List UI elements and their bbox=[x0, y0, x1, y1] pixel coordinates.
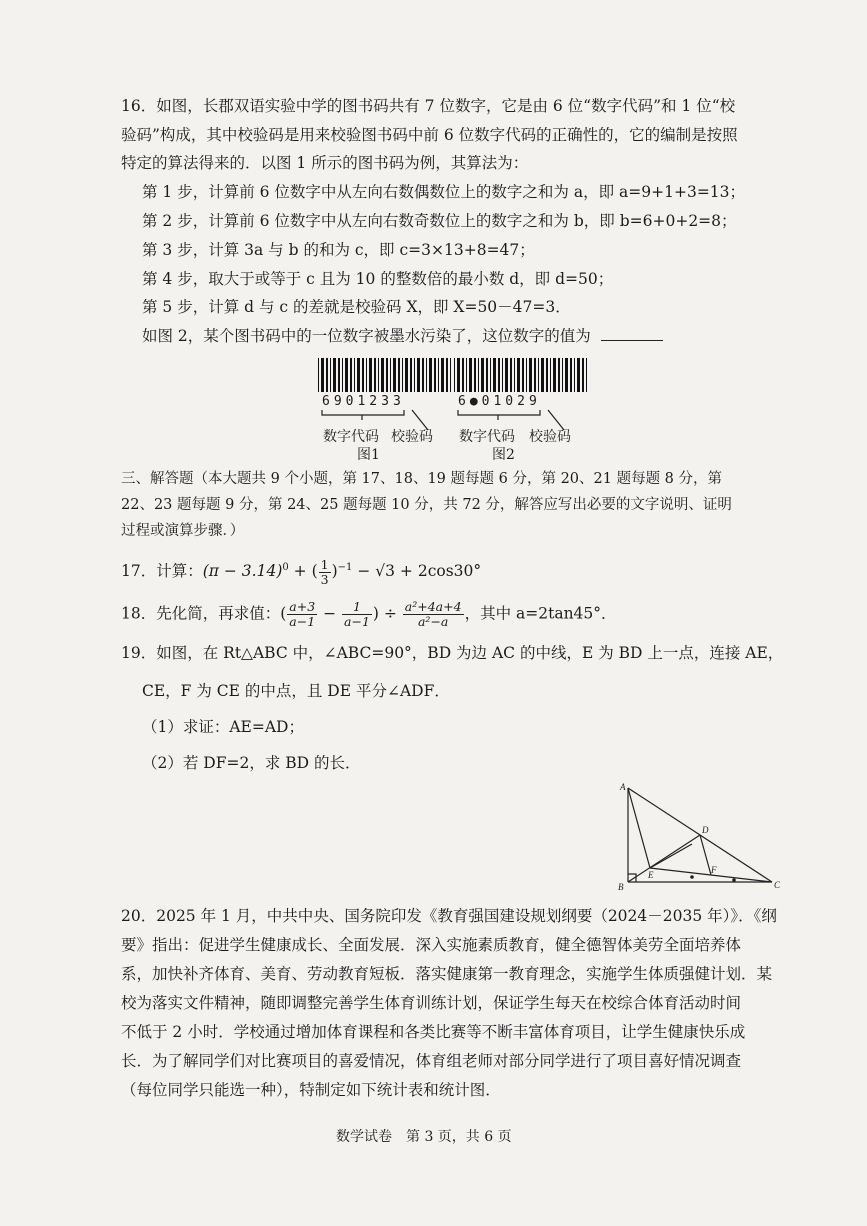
q17-rest: − √3 + 2cos30° bbox=[352, 562, 482, 581]
q16-step1: 第 1 步，计算前 6 位数字中从左向右数偶数位上的数字之和为 a，即 a=9+1+3=13； bbox=[142, 183, 746, 201]
label-d: D bbox=[702, 825, 709, 835]
section3-line1: 三、解答题（本大题共 9 个小题，第 17、18、19 题每题 6 分，第 20、21 题每题 8 分，第 bbox=[121, 471, 723, 487]
q20-line7: （每位同学只能选一种），特制定如下统计表和统计图． bbox=[121, 1081, 501, 1099]
q18-frac2: $\frac{1}{a-1}$ bbox=[344, 599, 370, 629]
q16-line3: 特定的算法得来的．以图 1 所示的图书码为例，其算法为： bbox=[121, 154, 529, 172]
q19-line1: 19．如图，在 Rt△ABC 中，∠ABC=90°，BD 为边 AC 的中线，E 为 BD 上一点，连接 AE， bbox=[121, 644, 784, 662]
fig1-check-label: 校验码 bbox=[391, 429, 433, 445]
q20-line5: 不低于 2 小时．学校通过增加体育课程和各类比赛等不断丰富体育项目，让学生健康快乐成 bbox=[121, 1023, 746, 1041]
q20-line3: 系，加快补齐体育、美育、劳动教育短板．落实健康第一教育理念，实施学生体质强健计划．某 bbox=[121, 965, 773, 983]
barcode-fig1 bbox=[318, 358, 453, 392]
q17-exp-neg1: −1 bbox=[337, 562, 353, 573]
section3-line3: 过程或演算步骤．） bbox=[121, 523, 245, 539]
q17-expr-a: (π − 3.14) bbox=[202, 562, 283, 581]
q19-line2: CE，F 为 CE 的中点，且 DE 平分∠ADF． bbox=[142, 682, 450, 700]
q20-line6: 长．为了解同学们对比赛项目的喜爱情况，体育组老师对部分同学进行了项目喜好情况调查 bbox=[121, 1052, 742, 1070]
q16-step5: 第 5 步，计算 d 与 c 的差就是校验码 X，即 X=50－47=3． bbox=[142, 298, 571, 316]
label-e: E bbox=[648, 870, 654, 880]
tick-mark bbox=[690, 875, 694, 879]
q18-frac1: $\frac{a+3}{a-1}$ bbox=[289, 599, 316, 629]
label-f: F bbox=[711, 865, 717, 875]
q16-step3: 第 3 步，计算 3a 与 b 的和为 c，即 c=3×13+8=47； bbox=[142, 241, 535, 259]
fig2-caption: 图2 bbox=[492, 447, 515, 463]
fig2-code-bracket bbox=[458, 410, 540, 420]
q18-prefix: 18．先化简，再求值：( bbox=[121, 604, 287, 623]
segment-ed bbox=[650, 844, 692, 868]
q16-question bbox=[142, 325, 663, 347]
q18-suffix: ，其中 a=2tan45°． bbox=[464, 604, 617, 623]
q16-step2: 第 2 步，计算前 6 位数字中从左向右数奇数位上的数字之和为 b，即 b=6+0+2=8； bbox=[142, 212, 737, 230]
q18-minus: − bbox=[318, 604, 342, 623]
q19-part2: （2）若 DF=2，求 BD 的长． bbox=[142, 754, 361, 772]
fig1-digits: 6901233 bbox=[322, 394, 405, 409]
fig1-code-bracket bbox=[322, 410, 404, 420]
q20-line4: 校为落实文件精神，随即调整完善学生体育训练计划，保证学生每天在校综合体育活动时间 bbox=[121, 994, 742, 1012]
q16-step4: 第 4 步，取大于或等于 c 且为 10 的整数倍的最小数 d，即 d=50； bbox=[142, 270, 614, 288]
fig2-check-label: 校验码 bbox=[529, 429, 571, 445]
label-c: C bbox=[774, 880, 781, 890]
q16-line1: 16．如图，长郡双语实验中学的图书码共有 7 位数字，它是由 6 位“数字代码”和 1 位“校 bbox=[121, 97, 736, 115]
fig1-caption: 图1 bbox=[357, 447, 380, 463]
triangle-figure bbox=[612, 780, 787, 892]
fig2-digits: 6●01029 bbox=[458, 394, 541, 409]
q16-question-text: 如图 2，某个图书码中的一位数字被墨水污染了，这位数字的值为 bbox=[142, 327, 591, 345]
q17-plus: + ( bbox=[288, 562, 318, 581]
tick-mark bbox=[732, 878, 736, 882]
barcode-fig2 bbox=[454, 358, 589, 392]
section3-line2: 22、23 题每题 9 分，第 24、25 题每题 10 分，共 72 分，解答应写出必要的文字说明、证明 bbox=[121, 497, 732, 513]
q20-line2: 要》指出：促进学生健康成长、全面发展．深入实施素质教育，健全德智体美劳全面培养体 bbox=[121, 936, 742, 954]
label-a: A bbox=[620, 782, 626, 792]
q17-exp0: 0 bbox=[282, 562, 289, 573]
q18-frac3: $\frac{\text{a²+4a+4}}{\text{a²−a}}$ bbox=[404, 599, 462, 629]
q16-line2: 验码”构成，其中校验码是用来校验图书码中前 6 位数字代码的正确性的，它的编制是按照 bbox=[121, 126, 738, 144]
median-bd bbox=[628, 835, 700, 882]
answer-blank[interactable] bbox=[601, 326, 663, 341]
q17-prefix: 17．计算： bbox=[121, 562, 203, 581]
label-b: B bbox=[618, 882, 624, 892]
fig2-code-label: 数字代码 bbox=[459, 429, 515, 445]
q19-part1: （1）求证：AE=AD； bbox=[142, 718, 304, 736]
q17-fraction: $\frac{1}{3}$ bbox=[320, 556, 329, 587]
page-footer: 数学试卷 第 3 页，共 6 页 bbox=[336, 1129, 512, 1145]
q18 bbox=[121, 600, 617, 629]
q20-line1: 20．2025 年 1 月，中共中央、国务院印发《教育强国建设规划纲要（2024－2035 年）》．《纲 bbox=[121, 907, 777, 925]
q18-div: ) ÷ bbox=[372, 604, 402, 623]
q17: 17．计算：$(\pi - 3.14)^0$ + ( $\frac{1}{3}$ )$^{-1}$ − √3 + 2cos30° bbox=[121, 556, 482, 587]
fig1-code-label: 数字代码 bbox=[323, 429, 379, 445]
